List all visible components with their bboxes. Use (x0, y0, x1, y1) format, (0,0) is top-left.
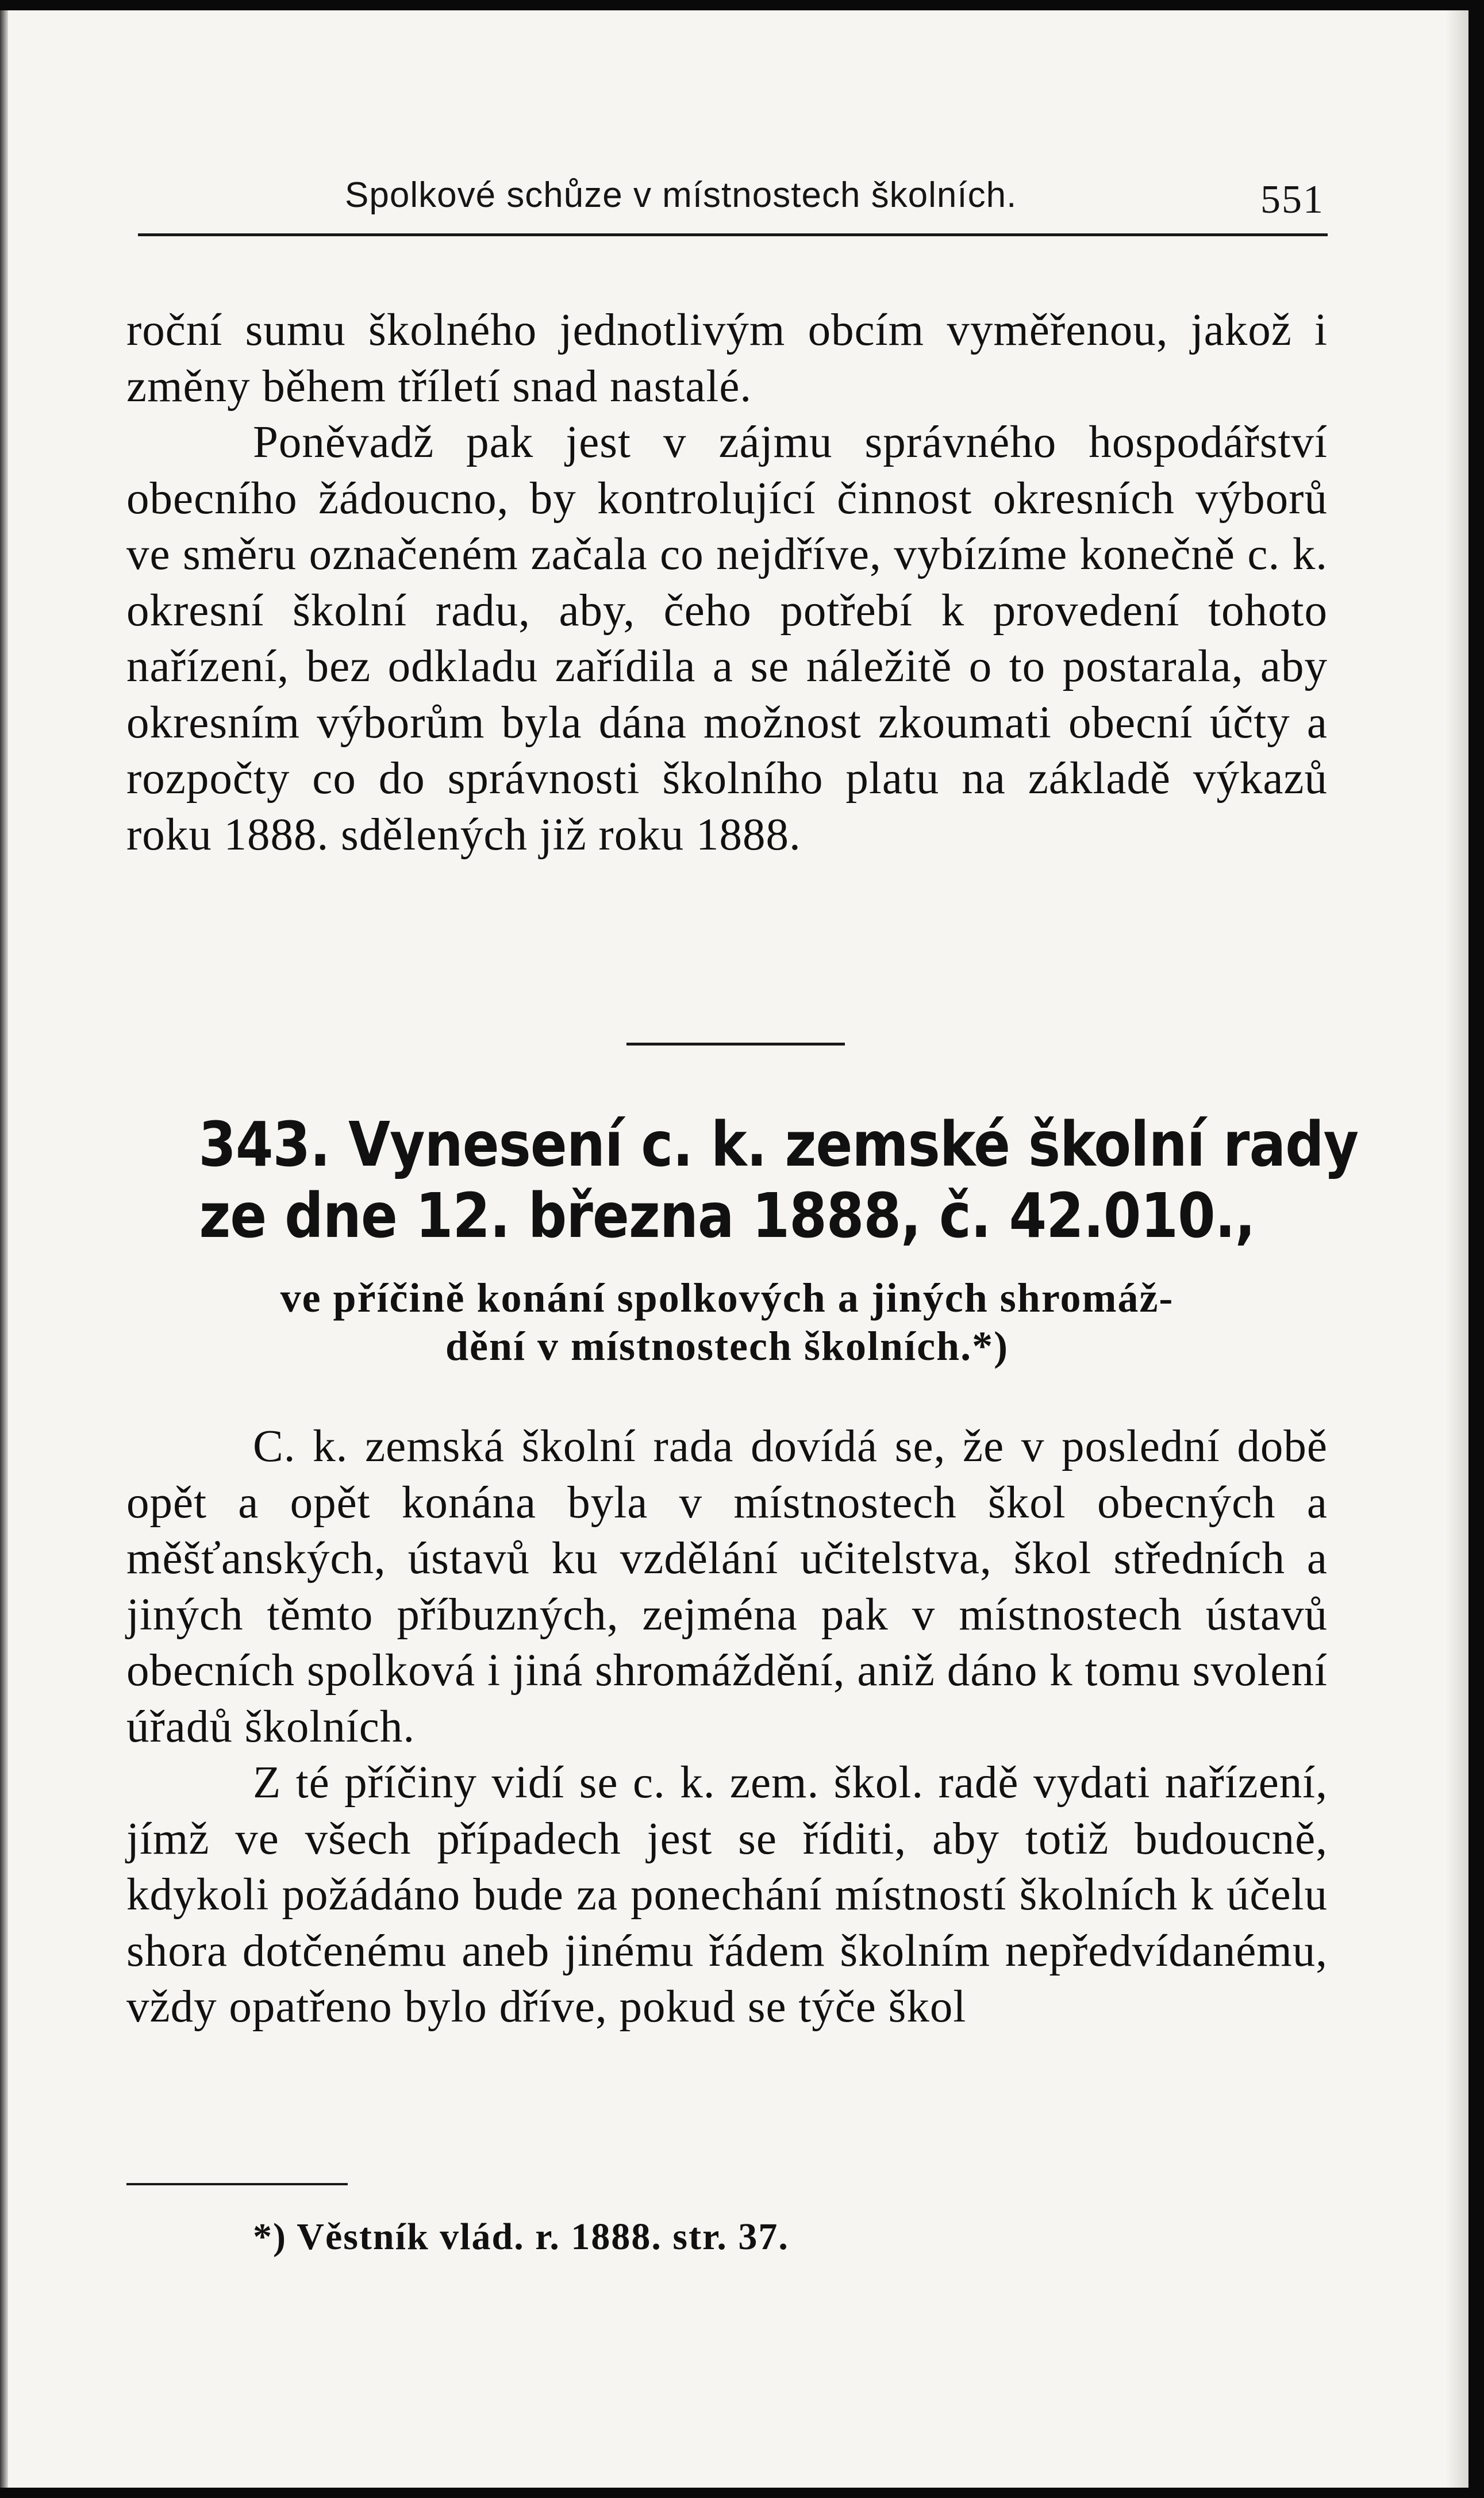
running-head (126, 161, 1328, 222)
running-title: Spolkové schůze v místnostech školních. (345, 175, 1017, 215)
decree-text (126, 1419, 1328, 2035)
paragraph: Poněvadž pak jest v zájmu správného hospodářství obecního žádoucno, by kontrolující činnost okresních výborů ve směru označeném začala co nejdříve, vybízíme konečně c. k. okresní školní radu, aby, čeho potřebí k provedení tohoto nařízení, bez odkladu zařídila a se náležitě o to postarala, aby okresním výborům byla dána možnost zkoumati obecní účty a rozpočty co do správnosti školního platu na základě výkazů roku 1888. sdělených již roku 1888. (126, 417, 1328, 860)
page-number: 551 (1260, 178, 1324, 222)
footnote: *) Věstník vlád. r. 1888. str. 37. (253, 2216, 789, 2258)
paragraph: C. k. zemská školní rada dovídá se, že v poslední době opět a opět konána byla v místnostech škol obecných a měšťanských, ústavů ku vzdělání učitelstva, škol středních a jiných těmto příbuzných, zejména pak v místnostech ústavů obecních spolková i jiná shromáždění, aniž dáno k tomu svolení úřadů školních. (126, 1421, 1328, 1752)
heading-line: 343. Vynesení c. k. zemské školní rady (198, 1109, 1359, 1181)
section-heading (198, 1109, 1359, 1252)
paragraph: Z té příčiny vidí se c. k. zem. škol. radě vydati nařízení, jímž ve všech případech jest se říditi, aby totiž budoucně, kdykoli požádáno bude za ponechání místností školních k účelu shora dotčenému aneb jinému řádem školním nepředvídanému, vždy opatřeno bylo dříve, pokud se týče škol (126, 1758, 1328, 2032)
heading-line: ze dne 12. března 1888, č. 42.010., (199, 1181, 1255, 1252)
footnote-rule (126, 2183, 348, 2185)
page-edge-shadow (1445, 10, 1468, 2488)
book-page (0, 10, 1468, 2488)
header-rule (138, 233, 1328, 236)
subheading-line: dění v místnostech školních.*) (445, 1323, 1009, 1369)
paragraph: roční sumu školného jednotlivým obcím vyměřenou, jakož i změny během tříletí snad nastalé. (126, 305, 1328, 412)
section-subheading (126, 1274, 1328, 1370)
section-divider (626, 1043, 845, 1046)
subheading-line: ve příčině konání spolkových a jiných shromáž- (280, 1275, 1174, 1321)
intro-text (126, 302, 1328, 863)
